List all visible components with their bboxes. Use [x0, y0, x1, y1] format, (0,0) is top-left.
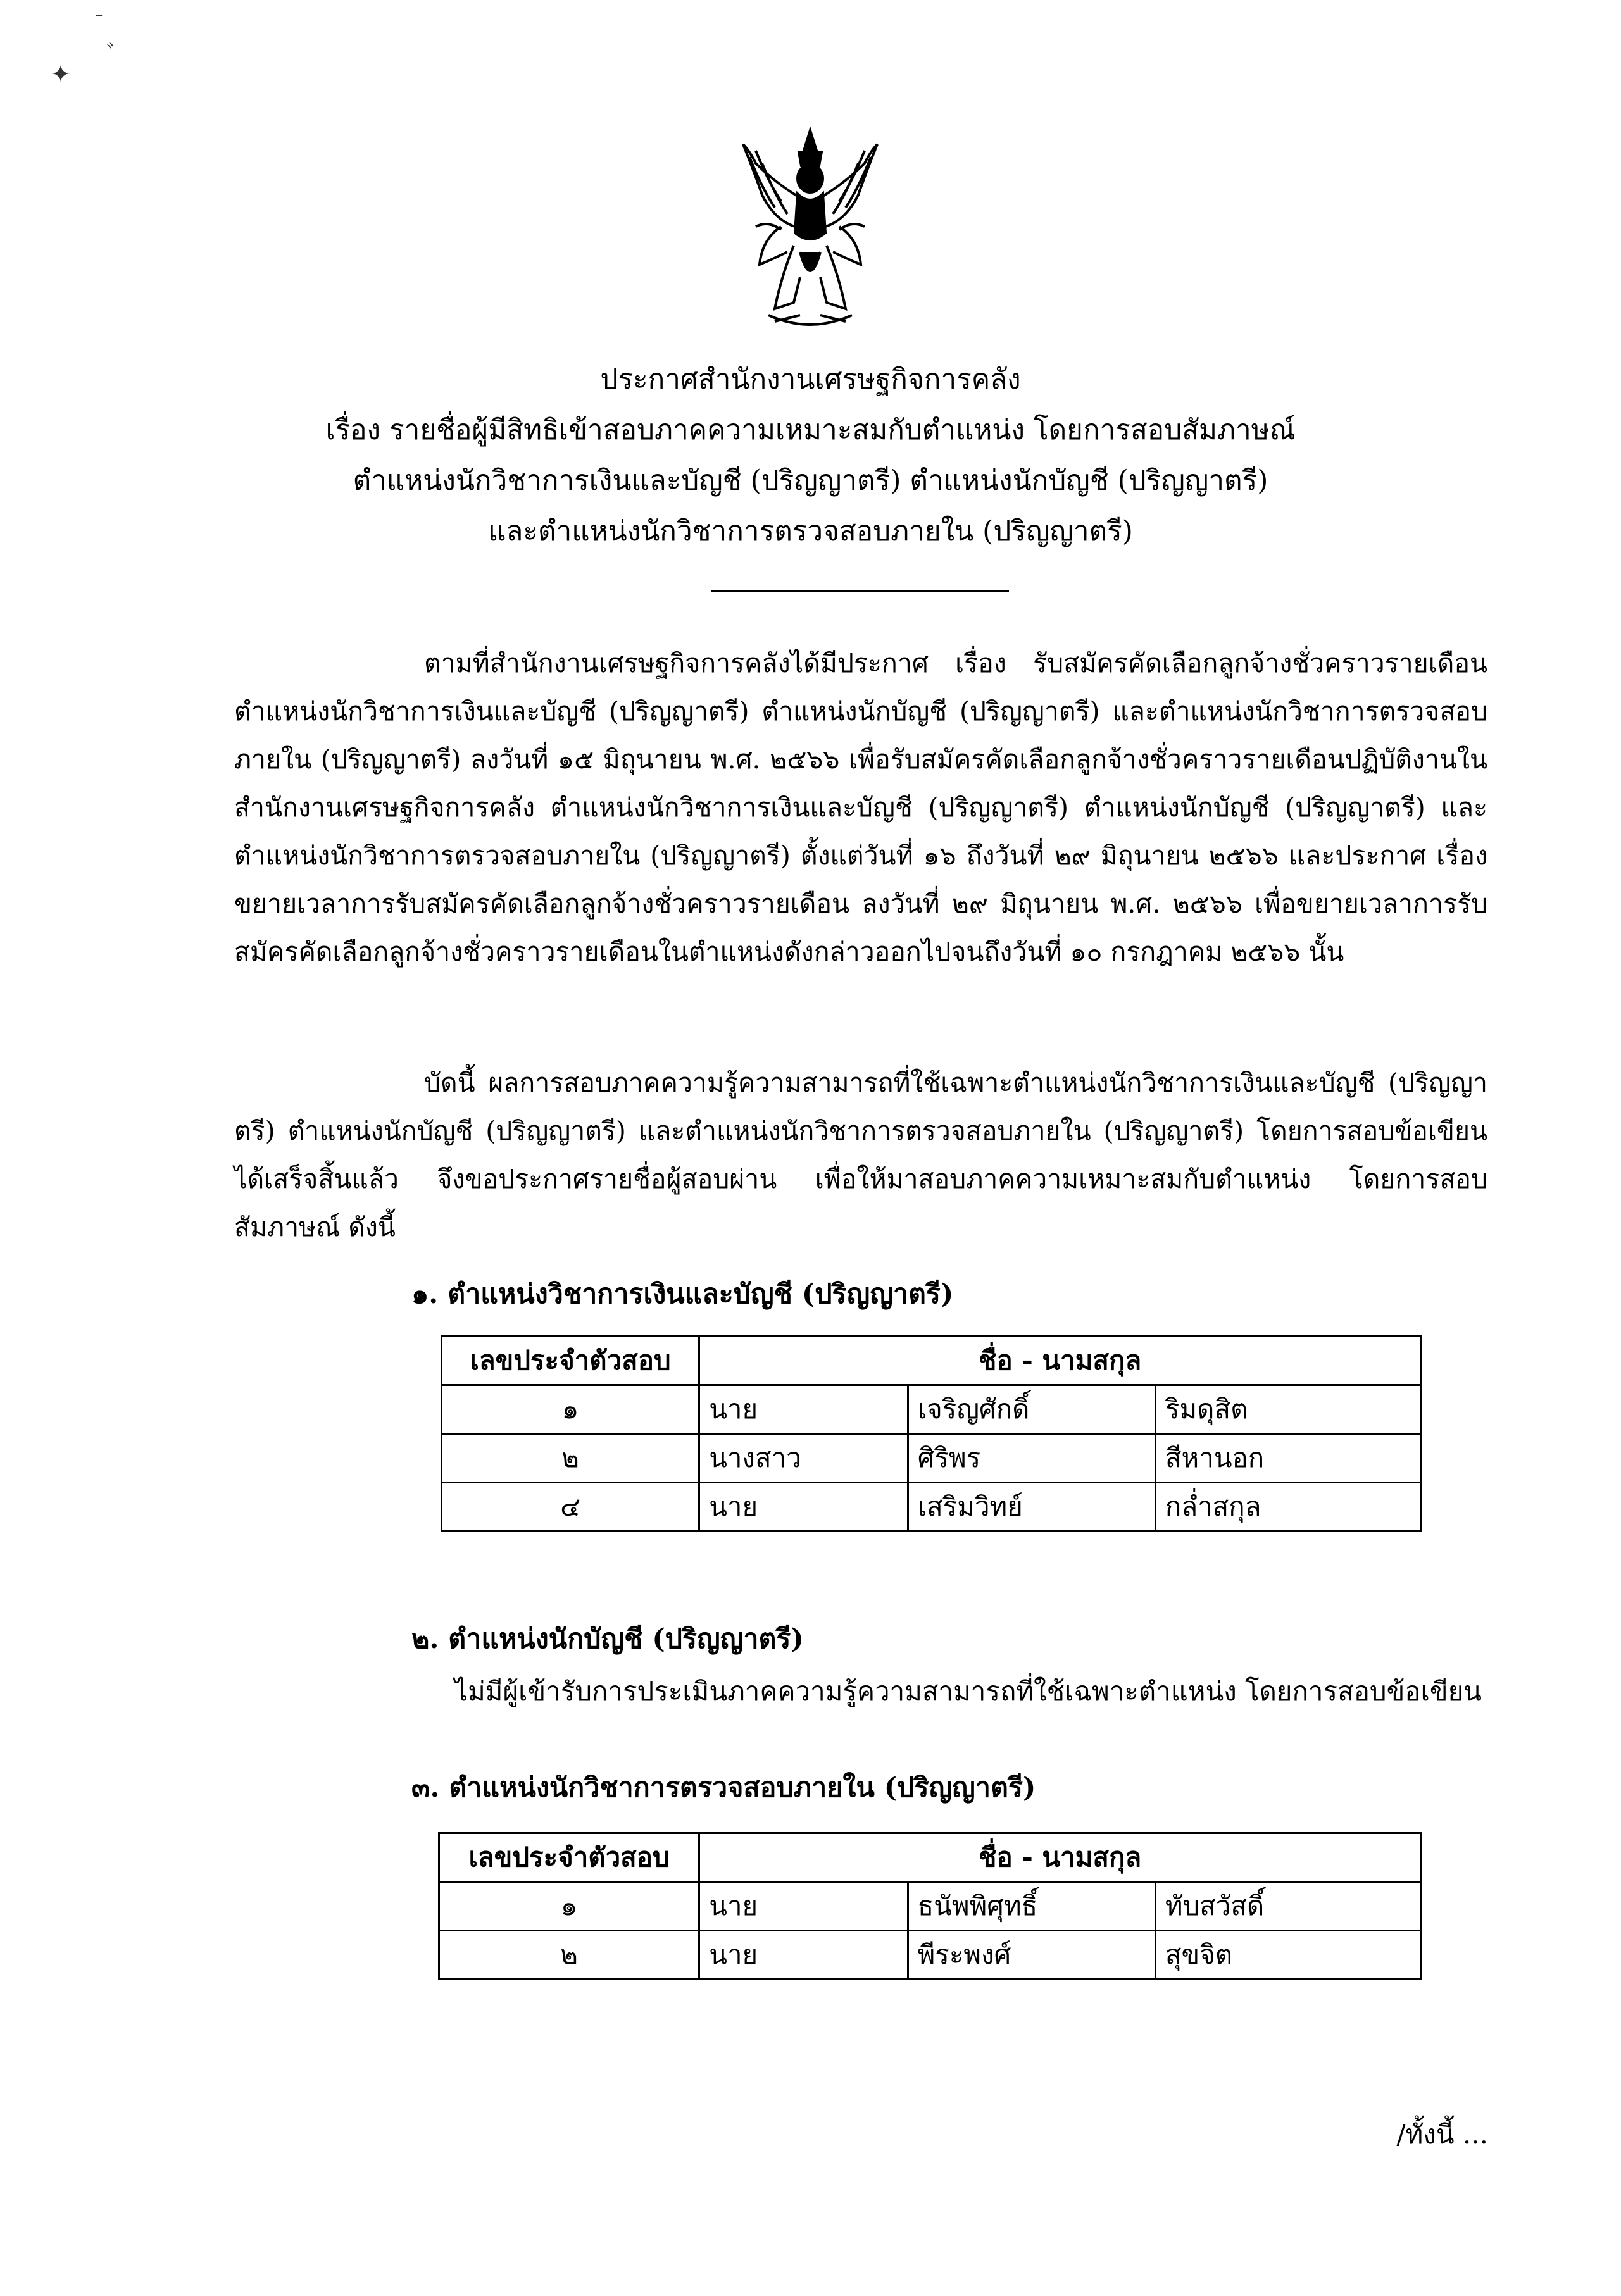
column-header-full-name: ชื่อ - นามสกุล: [699, 1337, 1421, 1385]
last-name-cell: สุขจิต: [1155, 1931, 1420, 1980]
exam-id-cell: ๑: [442, 1385, 699, 1434]
announcement-subject-line-3: และตำแหน่งนักวิชาการตรวจสอบภายใน (ปริญญาตรี): [488, 515, 1133, 547]
body-paragraph-2: บัดนี้ ผลการสอบภาคความรู้ความสามารถที่ใช้เฉพาะตำแหน่งนักวิชาการเงินและบัญชี (ปริญญาตรี) ตำแหน่งนักบัญชี (ปริญญาตรี) และตำแหน่งนักวิชาการตรวจสอบภายใน (ปริญญาตรี) โดยการสอบข้อเขียนได้เสร็จสิ้นแล้ว จึงขอประกาศรายชื่อผู้สอบผ่าน เพื่อให้มาสอบภาคความเหมาะสมกับตำแหน่ง โดยการสอบสัมภาษณ์ ดังนี้: [234, 1068, 1487, 1242]
header-divider: [711, 590, 1009, 592]
first-name-cell: พีระพงศ์: [908, 1931, 1155, 1980]
column-header-exam-id: เลขประจำตัวสอบ: [442, 1337, 699, 1385]
exam-id-cell: ๒: [442, 1434, 699, 1483]
last-name-cell: สีหานอก: [1155, 1434, 1420, 1483]
section-2-title: ๒. ตำแหน่งนักบัญชี (ปริญญาตรี): [411, 1623, 804, 1655]
table-row: [442, 1385, 1421, 1434]
announcement-issuer: ประกาศสำนักงานเศรษฐกิจการคลัง: [600, 363, 1021, 396]
table-row: [442, 1434, 1421, 1483]
column-header-full-name: ชื่อ - นามสกุล: [699, 1833, 1421, 1882]
table-row: [442, 1483, 1421, 1532]
name-title-cell: นาย: [699, 1931, 908, 1980]
name-title-cell: นาย: [699, 1483, 908, 1532]
garuda-emblem-icon: [737, 125, 884, 334]
last-name-cell: ริมดุสิต: [1155, 1385, 1420, 1434]
exam-id-cell: ๑: [439, 1882, 699, 1931]
table-header-row: [439, 1833, 1421, 1882]
section-2-note: ไม่มีผู้เข้ารับการประเมินภาคความรู้ความสามารถที่ใช้เฉพาะตำแหน่ง โดยการสอบข้อเขียน: [454, 1676, 1482, 1707]
name-title-cell: นาย: [699, 1882, 908, 1931]
column-header-exam-id: เลขประจำตัวสอบ: [439, 1833, 699, 1882]
name-title-cell: นาย: [699, 1385, 908, 1434]
body-paragraph-1: ตามที่สำนักงานเศรษฐกิจการคลังได้มีประกาศ เรื่อง รับสมัครคัดเลือกลูกจ้างชั่วคราวรายเดือน ตำแหน่งนักวิชาการเงินและบัญชี (ปริญญาตรี) ตำแหน่งนักบัญชี (ปริญญาตรี) และตำแหน่งนักวิชาการตรวจสอบภายใน (ปริญญาตรี) ลงวันที่ ๑๕ มิถุนายน พ.ศ. ๒๕๖๖ เพื่อรับสมัครคัดเลือกลูกจ้างชั่วคราวรายเดือนปฏิบัติงานในสำนักงานเศรษฐกิจการคลัง ตำแหน่งนักวิชาการเงินและบัญชี (ปริญญาตรี) ตำแหน่งนักบัญชี (ปริญญาตรี) และตำแหน่งนักวิชาการตรวจสอบภายใน (ปริญญาตรี) ตั้งแต่วันที่ ๑๖ ถึงวันที่ ๒๙ มิถุนายน ๒๕๖๖ และประกาศ เรื่อง ขยายเวลาการรับสมัครคัดเลือกลูกจ้างชั่วคราวรายเดือน ลงวันที่ ๒๙ มิถุนายน พ.ศ. ๒๕๖๖ เพื่อขยายเวลาการรับสมัครคัดเลือกลูกจ้างชั่วคราวรายเดือนในตำแหน่งดังกล่าวออกไปจนถึงวันที่ ๑๐ กรกฎาคม ๒๕๖๖ นั้น: [234, 648, 1487, 967]
section-3-title: ๓. ตำแหน่งนักวิชาการตรวจสอบภายใน (ปริญญาตรี): [411, 1772, 1036, 1804]
first-name-cell: ธนัพพิศุทธิ์: [908, 1882, 1155, 1931]
section-1-results-table: [441, 1335, 1422, 1532]
announcement-subject-line-1: เรื่อง รายชื่อผู้มีสิทธิเข้าสอบภาคความเหมาะสมกับตำแหน่ง โดยการสอบสัมภาษณ์: [325, 414, 1296, 446]
table-row: [439, 1882, 1421, 1931]
first-name-cell: เสริมวิทย์: [908, 1483, 1155, 1532]
last-name-cell: ทับสวัสดิ์: [1155, 1882, 1420, 1931]
last-name-cell: กล่ำสกุล: [1155, 1483, 1420, 1532]
scan-mark: ﾞ: [106, 41, 119, 68]
table-header-row: [442, 1337, 1421, 1385]
section-3-results-table: [438, 1832, 1422, 1980]
exam-id-cell: ๔: [442, 1483, 699, 1532]
first-name-cell: เจริญศักดิ์: [908, 1385, 1155, 1434]
table-row: [439, 1931, 1421, 1980]
scan-mark: ✦: [51, 60, 71, 88]
first-name-cell: ศิริพร: [908, 1434, 1155, 1483]
name-title-cell: นางสาว: [699, 1434, 908, 1483]
announcement-subject-line-2: ตำแหน่งนักวิชาการเงินและบัญชี (ปริญญาตรี) ตำแหน่งนักบัญชี (ปริญญาตรี): [353, 465, 1268, 497]
exam-id-cell: ๒: [439, 1931, 699, 1980]
section-1-title: ๑. ตำแหน่งวิชาการเงินและบัญชี (ปริญญาตรี): [411, 1278, 954, 1310]
page-continuation: /ทั้งนี้ ...: [1396, 2119, 1488, 2150]
scan-mark: -: [95, 0, 103, 28]
